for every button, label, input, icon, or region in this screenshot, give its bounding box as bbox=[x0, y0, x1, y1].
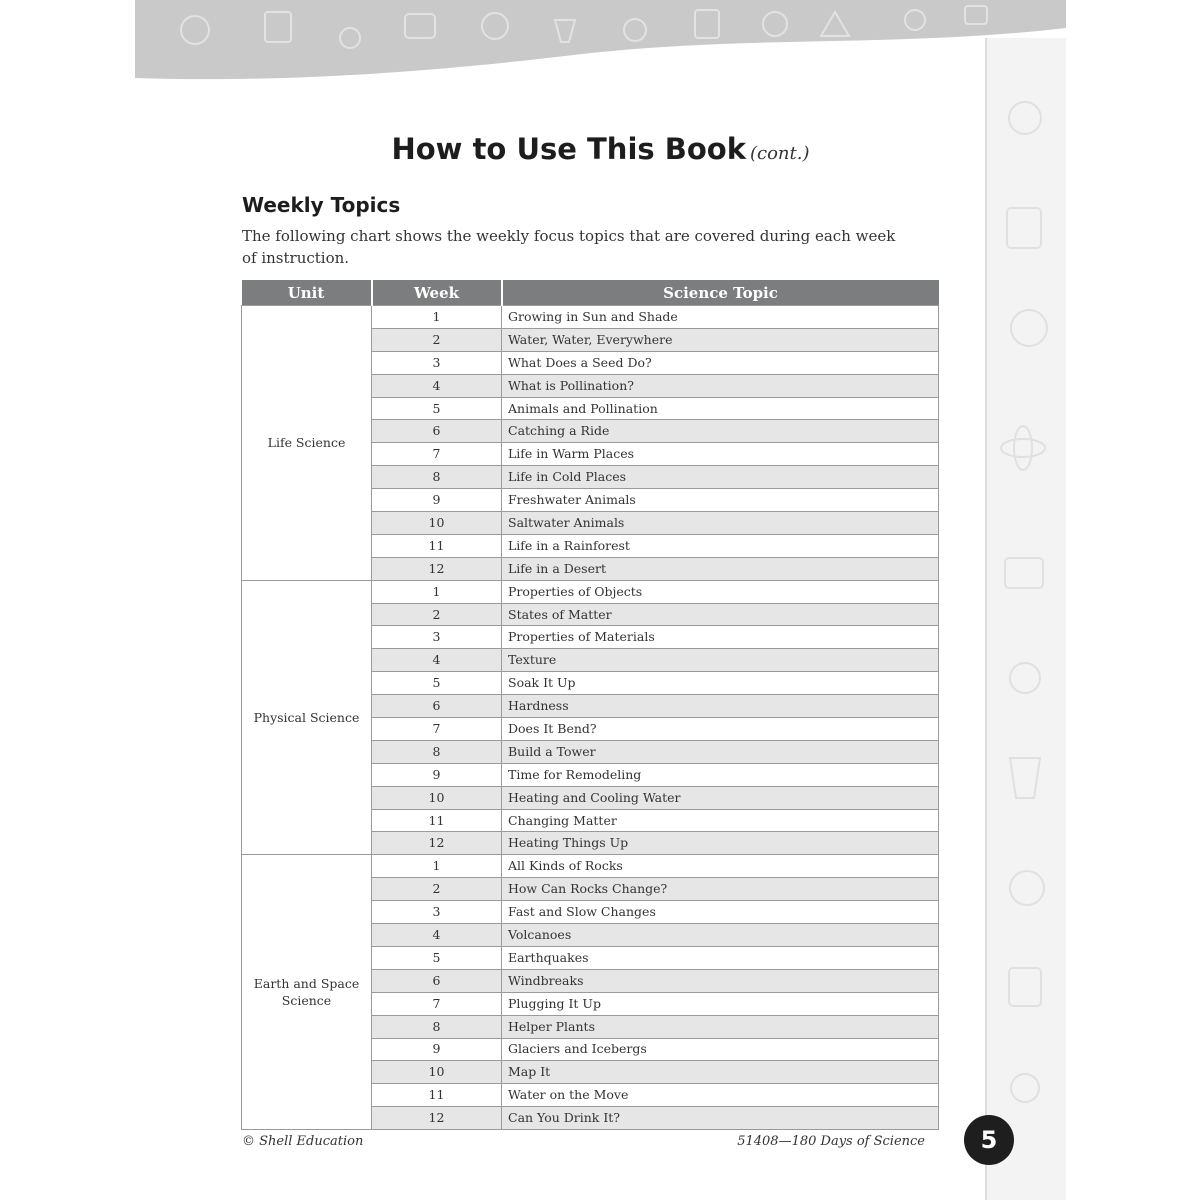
section-heading: Weekly Topics bbox=[242, 193, 401, 217]
topic-cell: Changing Matter bbox=[502, 809, 939, 832]
topic-cell: Hardness bbox=[502, 695, 939, 718]
topic-cell: Water, Water, Everywhere bbox=[502, 328, 939, 351]
unit-cell: Earth and Space Science bbox=[242, 855, 372, 1130]
week-cell: 7 bbox=[372, 718, 502, 741]
week-cell: 7 bbox=[372, 992, 502, 1015]
week-cell: 8 bbox=[372, 1015, 502, 1038]
week-cell: 10 bbox=[372, 786, 502, 809]
topic-cell: Volcanoes bbox=[502, 924, 939, 947]
table-row bbox=[242, 580, 939, 603]
week-cell: 12 bbox=[372, 557, 502, 580]
week-cell: 8 bbox=[372, 466, 502, 489]
intro-paragraph: The following chart shows the weekly focus topics that are covered during each week of instruction. bbox=[242, 227, 896, 267]
week-cell: 3 bbox=[372, 626, 502, 649]
week-cell: 10 bbox=[372, 1061, 502, 1084]
topic-cell: Life in a Rainforest bbox=[502, 534, 939, 557]
topic-cell: Properties of Materials bbox=[502, 626, 939, 649]
topic-cell: Life in Warm Places bbox=[502, 443, 939, 466]
week-cell: 9 bbox=[372, 763, 502, 786]
topic-cell: How Can Rocks Change? bbox=[502, 878, 939, 901]
topic-cell: What Does a Seed Do? bbox=[502, 351, 939, 374]
topic-cell: Helper Plants bbox=[502, 1015, 939, 1038]
topic-cell: Build a Tower bbox=[502, 740, 939, 763]
week-cell: 1 bbox=[372, 580, 502, 603]
week-cell: 3 bbox=[372, 901, 502, 924]
week-cell: 1 bbox=[372, 306, 502, 329]
table-row bbox=[242, 855, 939, 878]
week-cell: 9 bbox=[372, 1038, 502, 1061]
topic-cell: Catching a Ride bbox=[502, 420, 939, 443]
topic-cell: Growing in Sun and Shade bbox=[502, 306, 939, 329]
week-cell: 12 bbox=[372, 832, 502, 855]
decorative-header-band bbox=[135, 0, 1066, 90]
week-cell: 8 bbox=[372, 740, 502, 763]
topic-cell: Can You Drink It? bbox=[502, 1107, 939, 1130]
topic-cell: Life in Cold Places bbox=[502, 466, 939, 489]
week-cell: 10 bbox=[372, 512, 502, 535]
topic-cell: Animals and Pollination bbox=[502, 397, 939, 420]
week-cell: 11 bbox=[372, 534, 502, 557]
page-title-text: How to Use This Book bbox=[391, 132, 746, 166]
week-cell: 6 bbox=[372, 969, 502, 992]
topic-cell: Texture bbox=[502, 649, 939, 672]
topic-cell: Saltwater Animals bbox=[502, 512, 939, 535]
week-cell: 4 bbox=[372, 374, 502, 397]
table-header-row bbox=[242, 280, 939, 306]
topic-cell: Earthquakes bbox=[502, 946, 939, 969]
page-title-continued: (cont.) bbox=[749, 143, 810, 164]
page-number-badge: 5 bbox=[964, 1115, 1014, 1165]
decorative-side-strip bbox=[985, 38, 1066, 1200]
topic-cell: Does It Bend? bbox=[502, 718, 939, 741]
topic-cell: Life in a Desert bbox=[502, 557, 939, 580]
column-header-unit: Unit bbox=[242, 280, 372, 306]
weekly-topics-table bbox=[241, 280, 939, 1130]
unit-cell: Physical Science bbox=[242, 580, 372, 855]
topic-cell: States of Matter bbox=[502, 603, 939, 626]
topic-cell: All Kinds of Rocks bbox=[502, 855, 939, 878]
week-cell: 6 bbox=[372, 695, 502, 718]
week-cell: 4 bbox=[372, 649, 502, 672]
week-cell: 11 bbox=[372, 1084, 502, 1107]
table-body bbox=[242, 306, 939, 1130]
week-cell: 2 bbox=[372, 878, 502, 901]
unit-cell: Life Science bbox=[242, 306, 372, 581]
topic-cell: Fast and Slow Changes bbox=[502, 901, 939, 924]
week-cell: 2 bbox=[372, 328, 502, 351]
topic-cell: Glaciers and Icebergs bbox=[502, 1038, 939, 1061]
topic-cell: Soak It Up bbox=[502, 672, 939, 695]
topic-cell: Heating Things Up bbox=[502, 832, 939, 855]
week-cell: 2 bbox=[372, 603, 502, 626]
column-header-week: Week bbox=[372, 280, 502, 306]
topic-cell: Properties of Objects bbox=[502, 580, 939, 603]
topic-cell: Map It bbox=[502, 1061, 939, 1084]
topic-cell: Water on the Move bbox=[502, 1084, 939, 1107]
page-title bbox=[135, 132, 1066, 166]
topic-cell: Heating and Cooling Water bbox=[502, 786, 939, 809]
week-cell: 4 bbox=[372, 924, 502, 947]
footer-book-code: 51408—180 Days of Science bbox=[737, 1134, 925, 1149]
column-header-science-topic: Science Topic bbox=[502, 280, 939, 306]
week-cell: 9 bbox=[372, 489, 502, 512]
footer-copyright: © Shell Education bbox=[242, 1134, 364, 1149]
week-cell: 7 bbox=[372, 443, 502, 466]
week-cell: 6 bbox=[372, 420, 502, 443]
topic-cell: Plugging It Up bbox=[502, 992, 939, 1015]
week-cell: 5 bbox=[372, 672, 502, 695]
week-cell: 1 bbox=[372, 855, 502, 878]
topic-cell: Time for Remodeling bbox=[502, 763, 939, 786]
week-cell: 3 bbox=[372, 351, 502, 374]
table-row bbox=[242, 306, 939, 329]
book-page bbox=[135, 0, 1066, 1200]
topic-cell: Freshwater Animals bbox=[502, 489, 939, 512]
week-cell: 11 bbox=[372, 809, 502, 832]
week-cell: 12 bbox=[372, 1107, 502, 1130]
week-cell: 5 bbox=[372, 946, 502, 969]
topic-cell: Windbreaks bbox=[502, 969, 939, 992]
week-cell: 5 bbox=[372, 397, 502, 420]
topic-cell: What is Pollination? bbox=[502, 374, 939, 397]
